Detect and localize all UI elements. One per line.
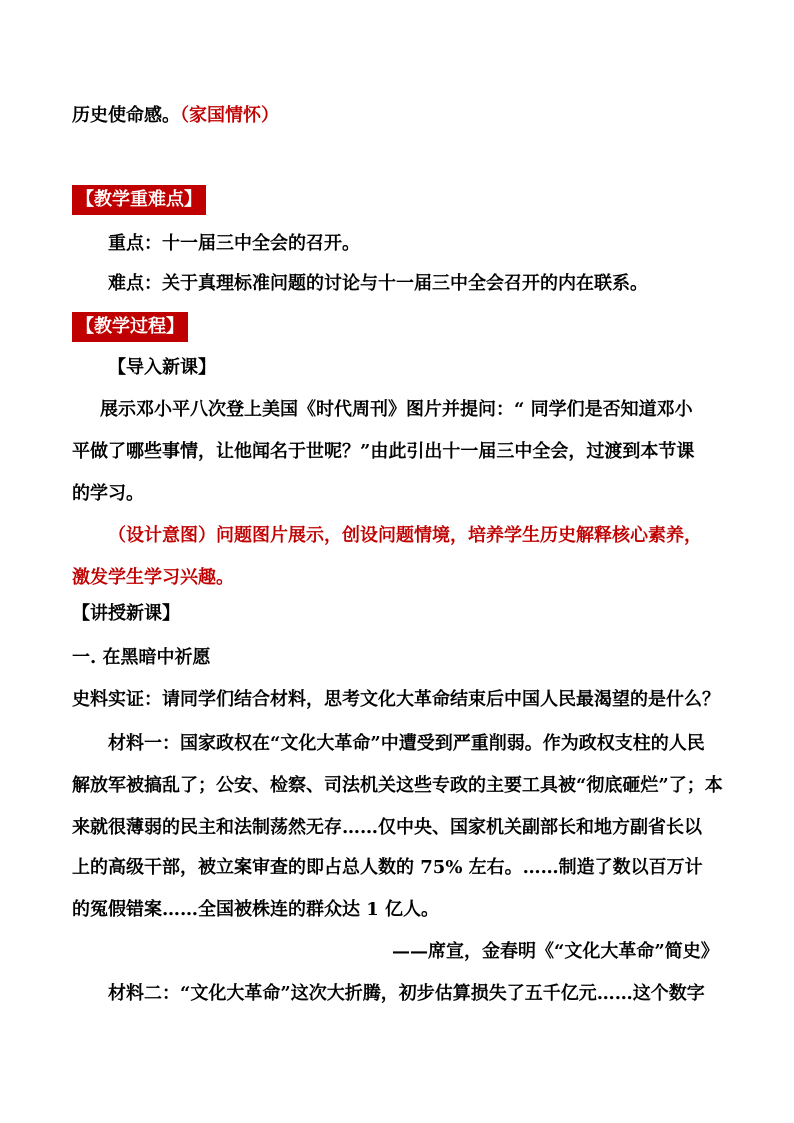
evidence-prompt: 史料实证：请同学们结合材料，思考文化大革命结束后中国人民最渴望的是什么？ [72,689,720,710]
section-title: 一. 在黑暗中祈愿 [72,647,211,668]
design-intent-line: 激发学生学习兴趣。 [72,567,234,588]
intro-tag: （家国情怀） [180,105,279,126]
material1-source: ——席宣，金春明《“文化大革命”简史》 [392,941,719,962]
lead-in-line: 的学习。 [72,483,144,504]
material1-line: 解放军被搞乱了；公安、检察、司法机关这些专政的主要工具被“彻底砸烂”了；本 [72,775,723,796]
process-heading: 【教学过程】 [72,312,188,342]
material1-line: 材料一：国家政权在“文化大革命”中遭受到严重削弱。作为政权支柱的人民 [108,733,705,754]
difficulty-point: 难点：关于真理标准问题的讨论与十一届三中全会召开的内在联系。 [108,273,648,294]
material2-line: 材料二：“文化大革命”这次大折腾，初步估算损失了五千亿元……这个数字 [108,983,705,1004]
lead-in-line: 平做了哪些事情，让他闻名于世呢？”由此引出十一届三中全会，过渡到本节课 [72,441,695,462]
design-intent-line: （设计意图）问题图片展示，创设问题情境，培养学生历史解释核心素养， [108,525,702,546]
lead-in-line: 展示邓小平八次登上美国《时代周刊》图片并提问：“ 同学们是否知道邓小 [100,399,693,420]
intro-text: 历史使命感。 [72,105,180,126]
material1-line: 的冤假错案……全国被株连的群众达 1 亿人。 [72,899,440,920]
material1-line: 来就很薄弱的民主和法制荡然无存……仅中央、国家机关副部长和地方副省长以 [72,817,702,838]
key-points-heading: 【教学重难点】 [72,185,206,215]
material1-line: 上的高级干部，被立案审查的即占总人数的 75% 左右。……制造了数以百万计 [72,857,703,878]
focus-point: 重点：十一届三中全会的召开。 [108,233,360,254]
intro-line [72,104,279,128]
lead-in-title: 【导入新课】 [108,357,216,378]
new-lesson-title: 【讲授新课】 [72,603,180,624]
